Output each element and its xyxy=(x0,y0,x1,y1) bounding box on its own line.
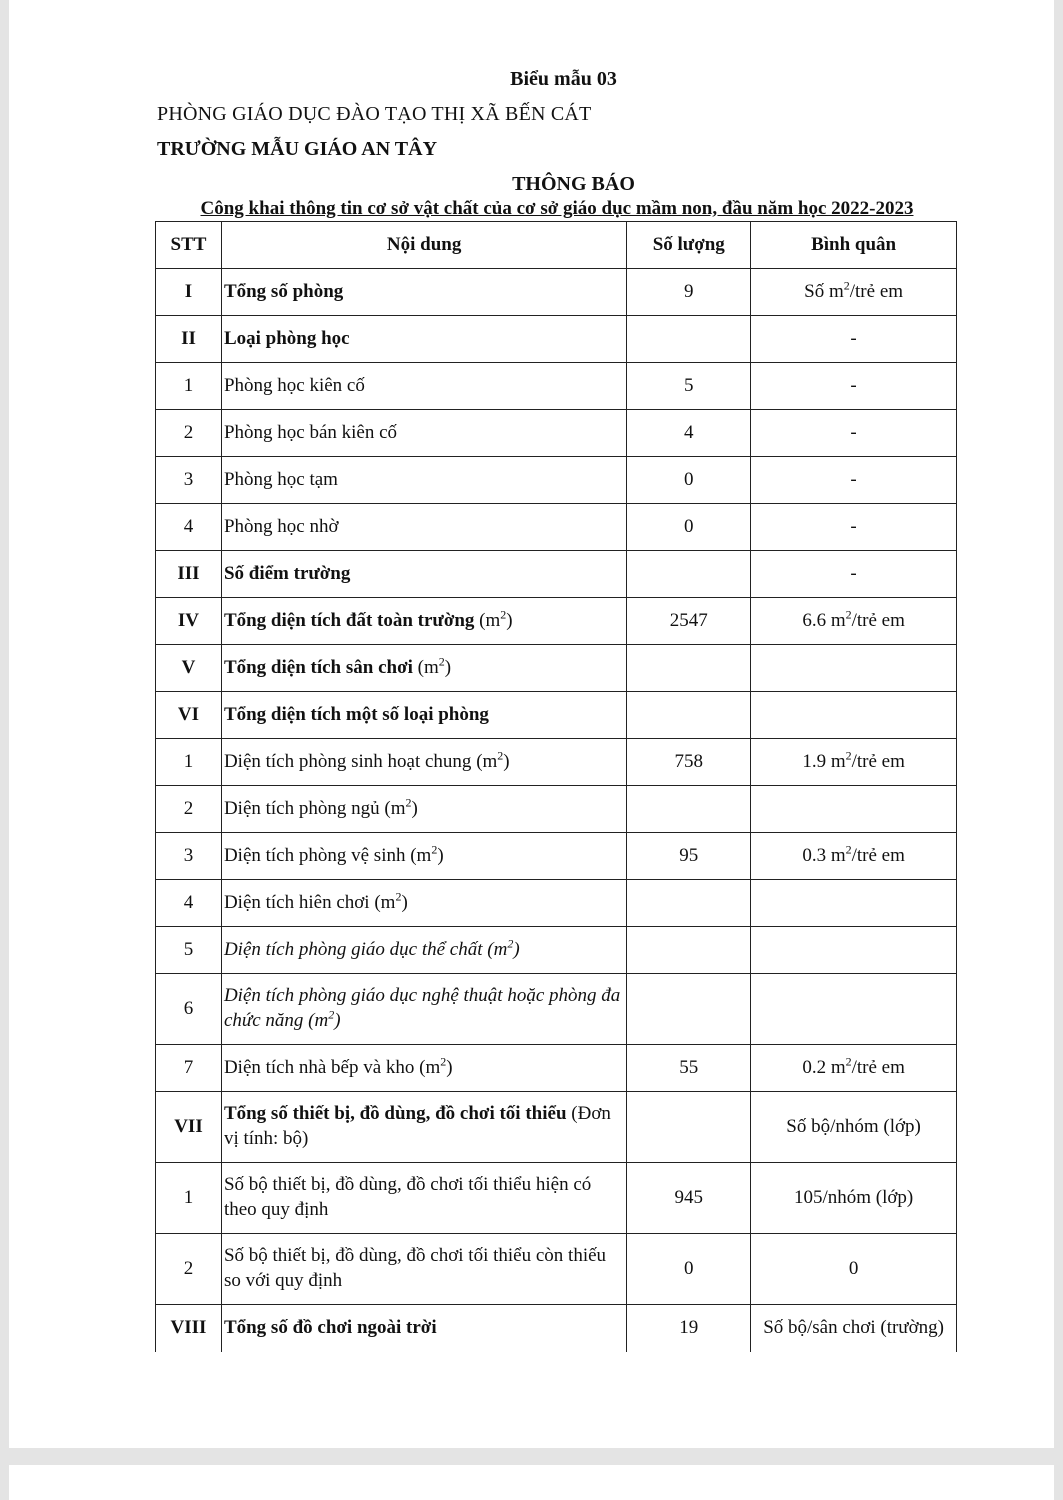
cell-average xyxy=(751,551,957,598)
content-unit: (m xyxy=(303,1010,329,1031)
notice-title: THÔNG BÁO xyxy=(512,173,635,195)
cell-quantity: 0 xyxy=(627,457,751,504)
content-text: Tổng diện tích một số loại phòng xyxy=(223,703,489,725)
content-unit: (m xyxy=(414,1056,441,1078)
facilities-table xyxy=(155,221,957,1352)
cell-average xyxy=(751,457,957,504)
table-row xyxy=(156,927,957,974)
notice-subtitle: Công khai thông tin cơ sở vật chất của cơ sở giáo dục mầm non, đầu năm học 2022-2023 xyxy=(200,198,914,219)
column-header-stt: STT xyxy=(156,222,222,269)
cell-stt: I xyxy=(156,269,222,316)
cell-average xyxy=(751,598,957,645)
cell-stt: 1 xyxy=(156,739,222,786)
content-text: Tổng số đồ chơi ngoài trời xyxy=(223,1316,437,1338)
content-unit: (m xyxy=(474,609,501,631)
cell-content xyxy=(221,786,626,833)
cell-content xyxy=(221,363,626,410)
cell-quantity xyxy=(627,316,751,363)
table-row xyxy=(156,1305,957,1352)
cell-quantity xyxy=(627,645,751,692)
average-suffix: /trẻ em xyxy=(849,281,904,302)
content-text: Số bộ thiết bị, đồ dùng, đồ chơi tối thiểu hiện có theo quy định xyxy=(223,1174,592,1220)
cell-quantity: 945 xyxy=(627,1163,751,1234)
table-row xyxy=(156,598,957,645)
cell-average xyxy=(751,1234,957,1305)
average-superscript: 2 xyxy=(845,748,852,763)
unit-superscript: 2 xyxy=(440,1054,447,1069)
unit-superscript: 2 xyxy=(438,654,445,669)
average-superscript: 2 xyxy=(843,278,850,293)
cell-quantity xyxy=(627,692,751,739)
average-suffix: /trẻ em xyxy=(851,751,905,772)
average-suffix: /trẻ em xyxy=(851,845,905,866)
cell-stt: 2 xyxy=(156,410,222,457)
table-header-row xyxy=(156,222,957,269)
unit-close: ) xyxy=(513,938,520,960)
table-row xyxy=(156,551,957,598)
cell-content xyxy=(221,1045,626,1092)
content-text: Phòng học bán kiên cố xyxy=(223,421,398,443)
content-text: Tổng số phòng xyxy=(223,280,344,302)
cell-stt: II xyxy=(156,316,222,363)
column-header-average: Bình quân xyxy=(751,222,957,269)
table-row xyxy=(156,1163,957,1234)
unit-close: ) xyxy=(503,750,510,772)
unit-close: ) xyxy=(411,797,418,819)
average-text: 6.6 m xyxy=(802,610,846,631)
cell-stt: 3 xyxy=(156,457,222,504)
unit-superscript: 2 xyxy=(507,936,514,951)
cell-average xyxy=(751,927,957,974)
table-row xyxy=(156,786,957,833)
cell-average xyxy=(751,1163,957,1234)
average-superscript: 2 xyxy=(845,842,852,857)
cell-average xyxy=(751,363,957,410)
column-header-quantity: Số lượng xyxy=(627,222,751,269)
cell-average xyxy=(751,269,957,316)
cell-average xyxy=(751,410,957,457)
cell-content xyxy=(221,269,626,316)
column-header-content: Nội dung xyxy=(221,222,626,269)
table-row xyxy=(156,739,957,786)
content-text: Diện tích phòng giáo dục thể chất xyxy=(223,938,483,960)
average-text: - xyxy=(850,375,857,396)
cell-stt: 2 xyxy=(156,786,222,833)
cell-quantity xyxy=(627,1092,751,1163)
cell-average xyxy=(751,1045,957,1092)
table-row xyxy=(156,833,957,880)
cell-stt: 4 xyxy=(156,504,222,551)
table-row xyxy=(156,410,957,457)
average-text: 105/nhóm (lớp) xyxy=(793,1187,914,1208)
content-text: Diện tích nhà bếp và kho xyxy=(223,1056,415,1078)
unit-close: ) xyxy=(506,609,513,631)
average-text: Số bộ/sân chơi (trường) xyxy=(763,1317,944,1339)
content-text: Diện tích phòng sinh hoạt chung xyxy=(223,750,472,772)
cell-average xyxy=(751,692,957,739)
cell-stt: 5 xyxy=(156,927,222,974)
school-name: TRƯỜNG MẪU GIÁO AN TÂY xyxy=(157,138,438,160)
table-row xyxy=(156,269,957,316)
cell-quantity: 2547 xyxy=(627,598,751,645)
cell-stt: 1 xyxy=(156,363,222,410)
content-unit: (m xyxy=(379,797,406,819)
average-text: - xyxy=(850,469,857,490)
content-unit: (m xyxy=(482,938,508,960)
cell-stt: VI xyxy=(156,692,222,739)
document-page xyxy=(9,0,1054,1448)
cell-stt: 6 xyxy=(156,974,222,1045)
cell-content xyxy=(221,1305,626,1352)
cell-quantity xyxy=(627,927,751,974)
table-row xyxy=(156,316,957,363)
table-row xyxy=(156,363,957,410)
cell-average xyxy=(751,786,957,833)
cell-content xyxy=(221,974,626,1045)
unit-superscript: 2 xyxy=(395,889,402,904)
cell-content xyxy=(221,457,626,504)
average-text: - xyxy=(850,563,857,584)
unit-superscript: 2 xyxy=(497,748,504,763)
cell-content xyxy=(221,880,626,927)
unit-close: ) xyxy=(401,891,408,913)
unit-superscript: 2 xyxy=(431,842,438,857)
unit-superscript: 2 xyxy=(500,607,507,622)
cell-quantity: 0 xyxy=(627,504,751,551)
unit-close: ) xyxy=(444,656,452,678)
cell-quantity: 5 xyxy=(627,363,751,410)
cell-average xyxy=(751,739,957,786)
cell-quantity: 9 xyxy=(627,269,751,316)
table-row xyxy=(156,504,957,551)
average-text: Số m xyxy=(804,281,844,302)
cell-quantity xyxy=(627,974,751,1045)
average-suffix: /trẻ em xyxy=(851,1057,905,1078)
form-code: Biểu mẫu 03 xyxy=(510,68,617,90)
cell-stt: 4 xyxy=(156,880,222,927)
cell-content xyxy=(221,833,626,880)
content-text: Tổng số thiết bị, đồ dùng, đồ chơi tối thiểu xyxy=(223,1103,567,1125)
cell-quantity xyxy=(627,551,751,598)
content-unit: (m xyxy=(412,656,439,678)
cell-content xyxy=(221,739,626,786)
unit-close: ) xyxy=(437,844,444,866)
average-text: Số bộ/nhóm (lớp) xyxy=(786,1116,921,1137)
content-text: Phòng học kiên cố xyxy=(223,374,365,396)
unit-close: ) xyxy=(446,1056,453,1078)
average-text: 0 xyxy=(848,1258,859,1279)
cell-quantity: 55 xyxy=(627,1045,751,1092)
average-suffix: /trẻ em xyxy=(851,610,905,631)
cell-quantity xyxy=(627,880,751,927)
cell-average xyxy=(751,504,957,551)
content-text: Phòng học tạm xyxy=(223,468,338,490)
content-text: Diện tích hiên chơi xyxy=(223,891,370,913)
cell-content xyxy=(221,692,626,739)
cell-quantity: 758 xyxy=(627,739,751,786)
cell-quantity: 19 xyxy=(627,1305,751,1352)
cell-content xyxy=(221,410,626,457)
cell-content xyxy=(221,1234,626,1305)
cell-stt: III xyxy=(156,551,222,598)
cell-content xyxy=(221,551,626,598)
table-row xyxy=(156,1092,957,1163)
content-text: Phòng học nhờ xyxy=(223,515,339,537)
table-row xyxy=(156,880,957,927)
average-text: - xyxy=(850,422,857,443)
cell-stt: 7 xyxy=(156,1045,222,1092)
cell-content xyxy=(221,927,626,974)
unit-superscript: 2 xyxy=(328,1007,335,1022)
cell-content xyxy=(221,504,626,551)
average-text: 0.3 m xyxy=(802,845,846,866)
content-unit: (m xyxy=(369,891,396,913)
cell-stt: V xyxy=(156,645,222,692)
average-text: 1.9 m xyxy=(802,751,846,772)
average-text: - xyxy=(850,516,857,537)
average-superscript: 2 xyxy=(845,1054,852,1069)
cell-stt: IV xyxy=(156,598,222,645)
average-text: 0.2 m xyxy=(802,1057,846,1078)
content-text: Tổng diện tích đất toàn trường xyxy=(223,609,475,631)
cell-stt: 2 xyxy=(156,1234,222,1305)
cell-quantity: 4 xyxy=(627,410,751,457)
cell-average xyxy=(751,833,957,880)
content-unit: (Đơn vị tính: bộ) xyxy=(223,1103,611,1149)
table-row xyxy=(156,457,957,504)
average-superscript: 2 xyxy=(845,607,852,622)
table-row xyxy=(156,692,957,739)
cell-stt: 1 xyxy=(156,1163,222,1234)
cell-average xyxy=(751,1305,957,1352)
unit-close: ) xyxy=(334,1010,341,1031)
table-row xyxy=(156,1234,957,1305)
cell-content xyxy=(221,645,626,692)
cell-average xyxy=(751,316,957,363)
table-row xyxy=(156,974,957,1045)
cell-content xyxy=(221,1092,626,1163)
table-body xyxy=(156,269,957,1352)
content-unit: (m xyxy=(405,844,432,866)
unit-superscript: 2 xyxy=(405,795,412,810)
content-unit: (m xyxy=(471,750,498,772)
table-row xyxy=(156,1045,957,1092)
content-text: Diện tích phòng vệ sinh xyxy=(223,844,406,866)
cell-content xyxy=(221,598,626,645)
cell-average xyxy=(751,1092,957,1163)
average-text: - xyxy=(850,328,857,349)
content-text: Diện tích phòng giáo dục nghệ thuật hoặc phòng đa chức năng xyxy=(223,985,621,1031)
content-text: Số bộ thiết bị, đồ dùng, đồ chơi tối thiểu còn thiếu so với quy định xyxy=(223,1245,607,1291)
department-name: PHÒNG GIÁO DỤC ĐÀO TẠO THỊ XÃ BẾN CÁT xyxy=(157,103,592,125)
content-text: Loại phòng học xyxy=(223,327,350,349)
table-row xyxy=(156,645,957,692)
cell-stt: VII xyxy=(156,1092,222,1163)
content-text: Tổng diện tích sân chơi xyxy=(223,656,413,678)
cell-stt: 3 xyxy=(156,833,222,880)
cell-average xyxy=(751,645,957,692)
cell-average xyxy=(751,880,957,927)
cell-stt: VIII xyxy=(156,1305,222,1352)
cell-quantity: 0 xyxy=(627,1234,751,1305)
content-text: Diện tích phòng ngủ xyxy=(223,797,380,819)
cell-average xyxy=(751,974,957,1045)
cell-content xyxy=(221,1163,626,1234)
next-page xyxy=(9,1465,1054,1500)
cell-quantity: 95 xyxy=(627,833,751,880)
content-text: Số điểm trường xyxy=(223,562,351,584)
cell-quantity xyxy=(627,786,751,833)
cell-content xyxy=(221,316,626,363)
